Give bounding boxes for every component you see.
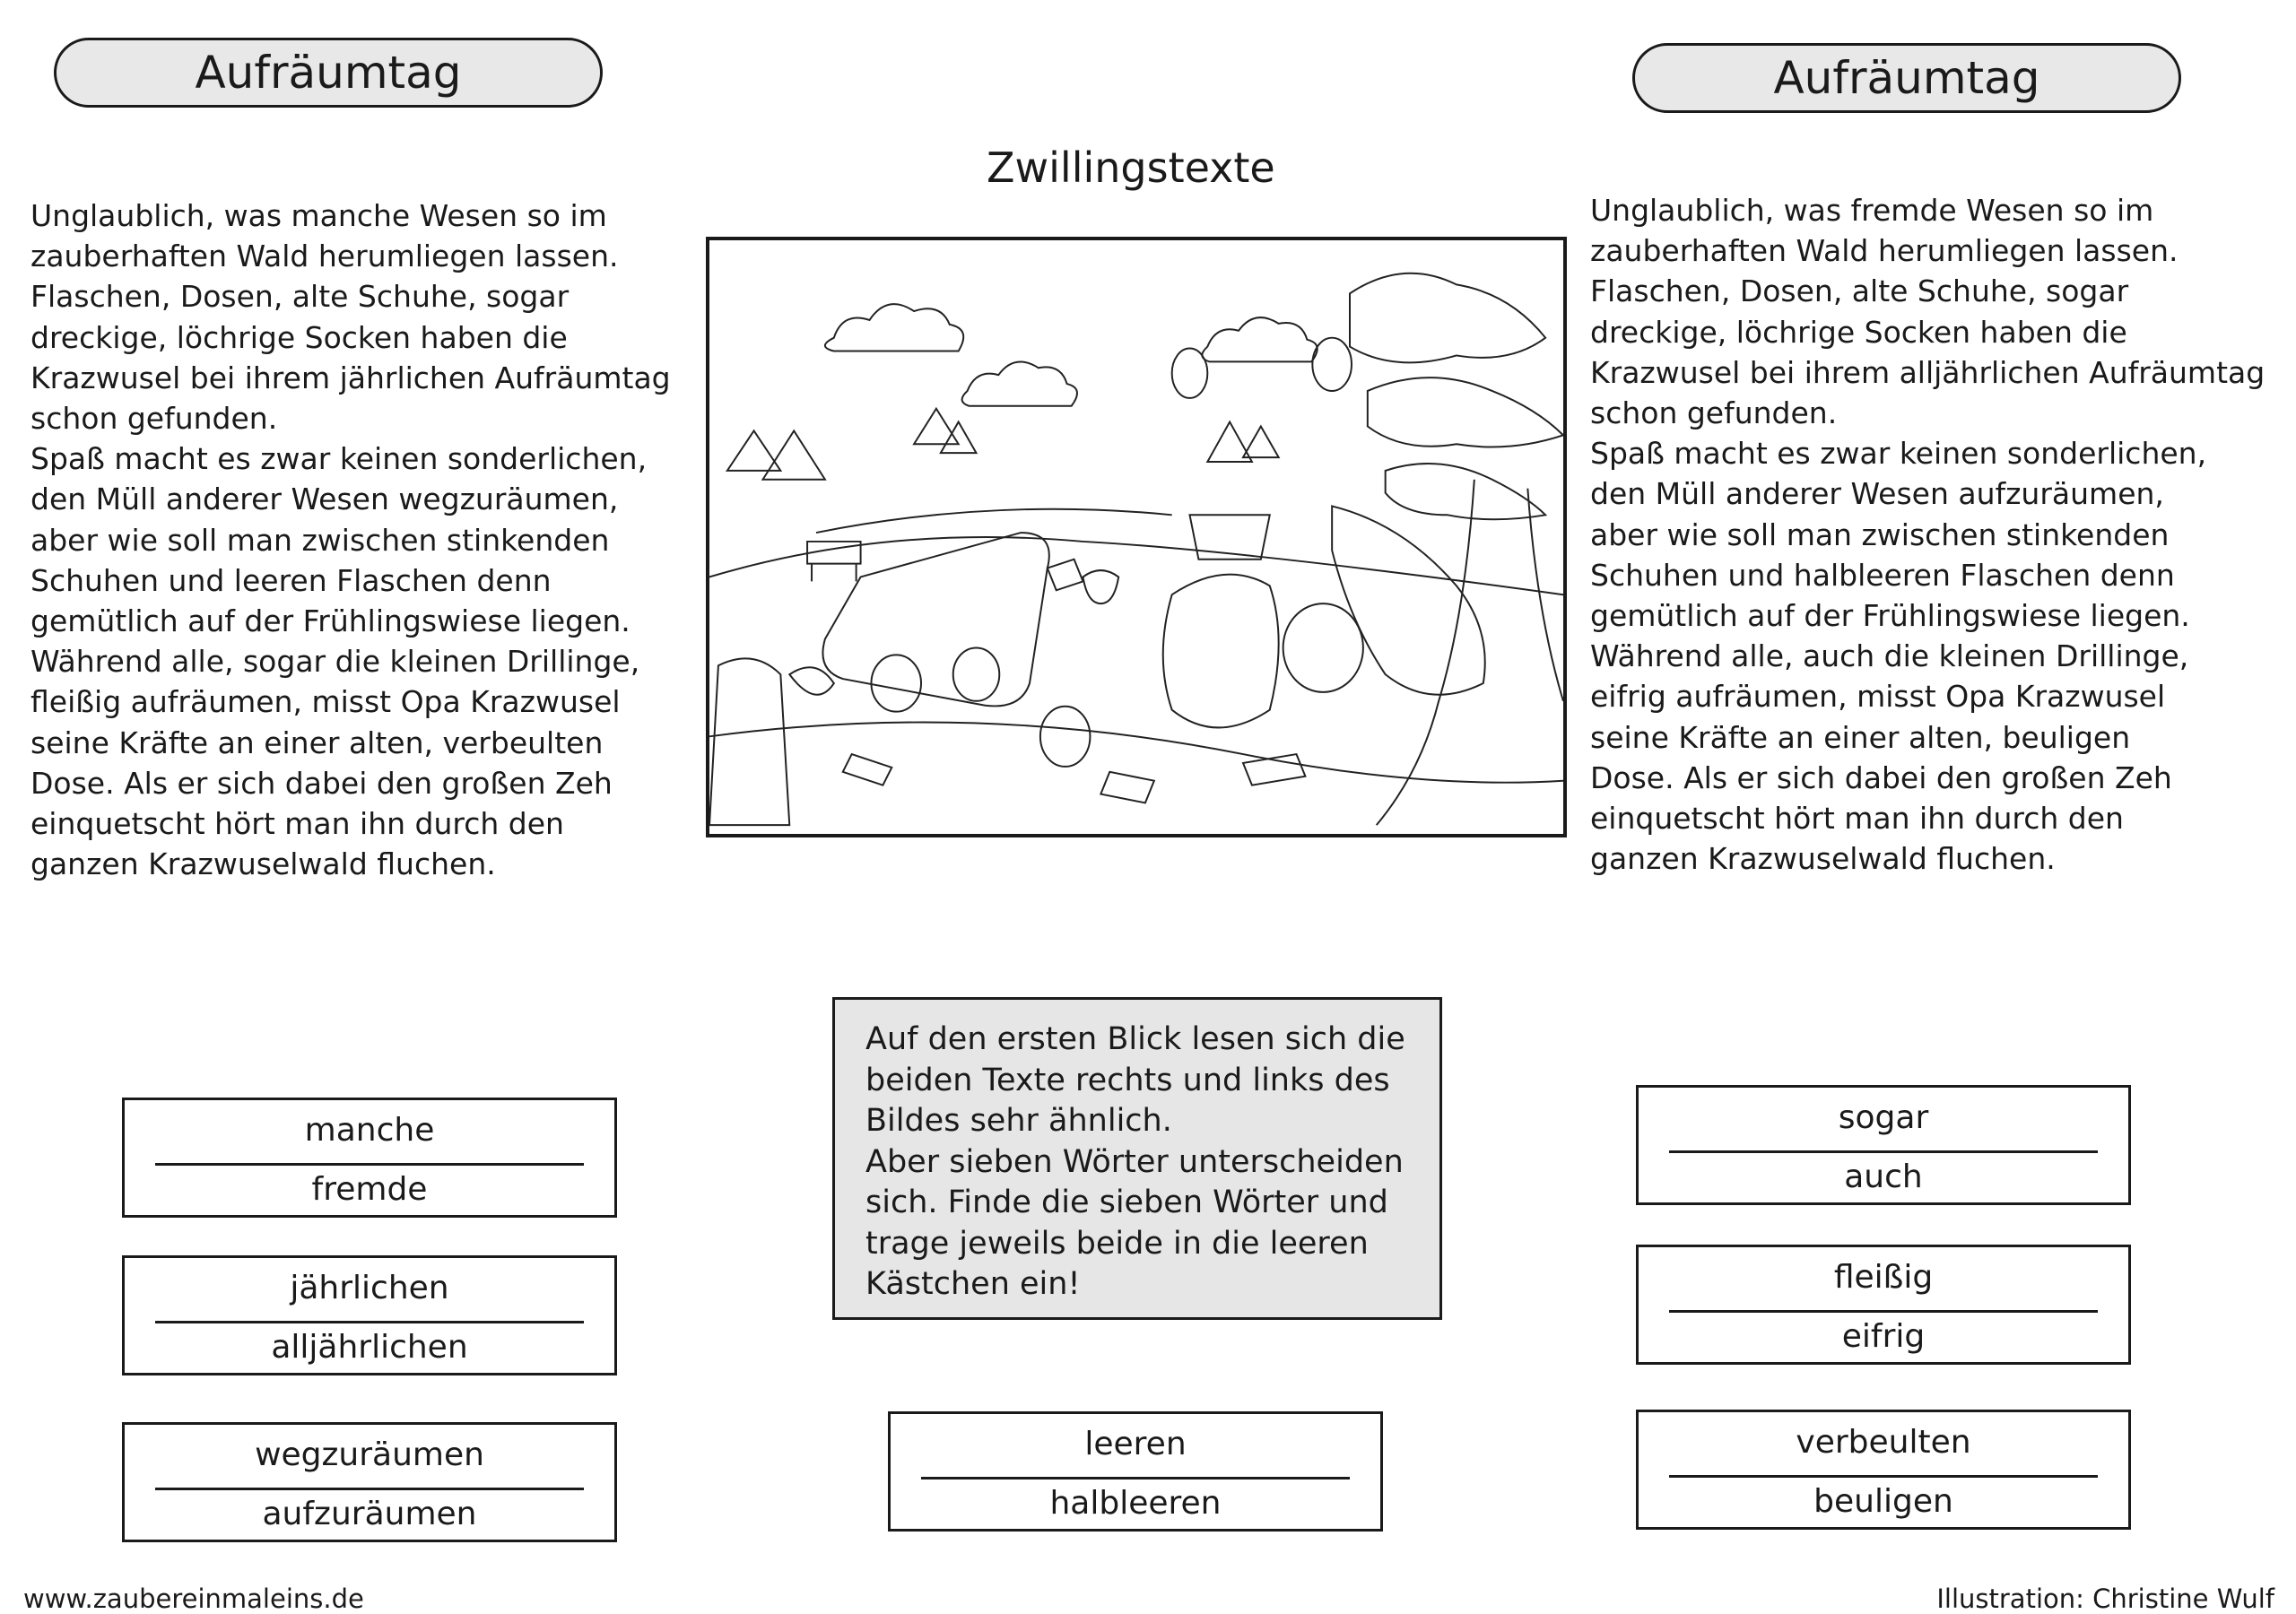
footer-website: www.zaubereinmaleins.de — [23, 1584, 364, 1614]
answer-word-bottom: beuligen — [1813, 1483, 1953, 1520]
footer-illustration-credit: Illustration: Christine Wulf — [1936, 1584, 2274, 1614]
answer-word-bottom: auch — [1844, 1158, 1923, 1195]
answer-divider — [155, 1163, 584, 1166]
answer-divider — [1669, 1310, 2098, 1313]
left-story-text: Unglaublich, was manche Wesen so im zauberhaften Wald herumliegen lassen. Flaschen, Dosen, alte Schuhe, sogar dreckige, löchrige Socken haben die Krazwusel bei ihrem jährlichen Aufräumtag schon gefunden. Spaß macht es zwar keinen sonderlichen, den Müll anderer Wesen wegzuräumen, aber wie soll man zwischen stinkenden Schuhen und leeren Flaschen denn gemütlich auf der Frühlingswiese liegen. Während alle, sogar die kleinen Drillinge, fleißig aufräumen, misst Opa Krazwusel seine Kräfte an einer alten, verbeulten Dose. Als er sich dabei den großen Zeh einquetscht hört man ihn durch den ganzen Krazwuselwald fluchen. — [30, 198, 671, 882]
right-title-banner — [1632, 43, 2181, 113]
answer-word-top: leeren — [1084, 1426, 1187, 1462]
answer-word-top: manche — [304, 1112, 435, 1149]
answer-pair-box[interactable] — [1636, 1245, 2131, 1365]
answer-word-bottom: halbleeren — [1049, 1485, 1222, 1522]
answer-pair-box[interactable] — [888, 1411, 1383, 1532]
illustration-drawing — [709, 240, 1563, 834]
instructions-box: Auf den ersten Blick lesen sich die beiden Texte rechts und links des Bildes sehr ähnlich. Aber sieben Wörter unterscheiden sich. Finde die sieben Wörter und trage jeweils beide in die leeren Kästchen ein! — [832, 997, 1442, 1320]
answer-pair-box[interactable] — [122, 1422, 617, 1542]
answer-word-bottom: eifrig — [1841, 1318, 1926, 1355]
answer-word-top: sogar — [1838, 1099, 1929, 1136]
answer-word-bottom: aufzuräumen — [262, 1496, 477, 1532]
answer-word-bottom: fremde — [311, 1171, 428, 1208]
right-story-text: Unglaublich, was fremde Wesen so im zauberhaften Wald herumliegen lassen. Flaschen, Dosen, alte Schuhe, sogar dreckige, löchrige Socken haben die Krazwusel bei ihrem alljährlichen Aufräumtag schon gefunden. Spaß macht es zwar keinen sonderlichen, den Müll anderer Wesen aufzuräumen, aber wie soll man zwischen stinkenden Schuhen und halbleeren Flaschen denn gemütlich auf der Frühlingswiese liegen. Während alle, auch die kleinen Drillinge, eifrig aufräumen, misst Opa Krazwusel seine Kräfte an einer alten, beuligen Dose. Als er sich dabei den großen Zeh einquetscht hört man ihn durch den ganzen Krazwuselwald fluchen. — [1590, 193, 2266, 877]
answer-word-top: jährlichen — [290, 1270, 449, 1306]
left-title-banner — [54, 38, 603, 108]
answer-word-top: fleißig — [1833, 1259, 1934, 1296]
worksheet-title: Zwillingstexte — [987, 143, 1275, 192]
answer-divider — [1669, 1475, 2098, 1478]
answer-pair-box[interactable] — [1636, 1410, 2131, 1530]
right-title: Aufräumtag — [1773, 52, 2040, 104]
cleanup-scene-illustration — [706, 237, 1567, 837]
answer-divider — [921, 1477, 1350, 1480]
answer-word-top: verbeulten — [1796, 1424, 1971, 1461]
answer-pair-box[interactable] — [1636, 1085, 2131, 1205]
answer-pair-box[interactable] — [122, 1098, 617, 1218]
answer-divider — [155, 1321, 584, 1323]
answer-word-bottom: alljährlichen — [271, 1329, 468, 1366]
answer-pair-box[interactable] — [122, 1255, 617, 1375]
answer-word-top: wegzuräumen — [255, 1436, 484, 1473]
left-title: Aufräumtag — [195, 47, 462, 99]
answer-divider — [155, 1488, 584, 1490]
answer-divider — [1669, 1150, 2098, 1153]
